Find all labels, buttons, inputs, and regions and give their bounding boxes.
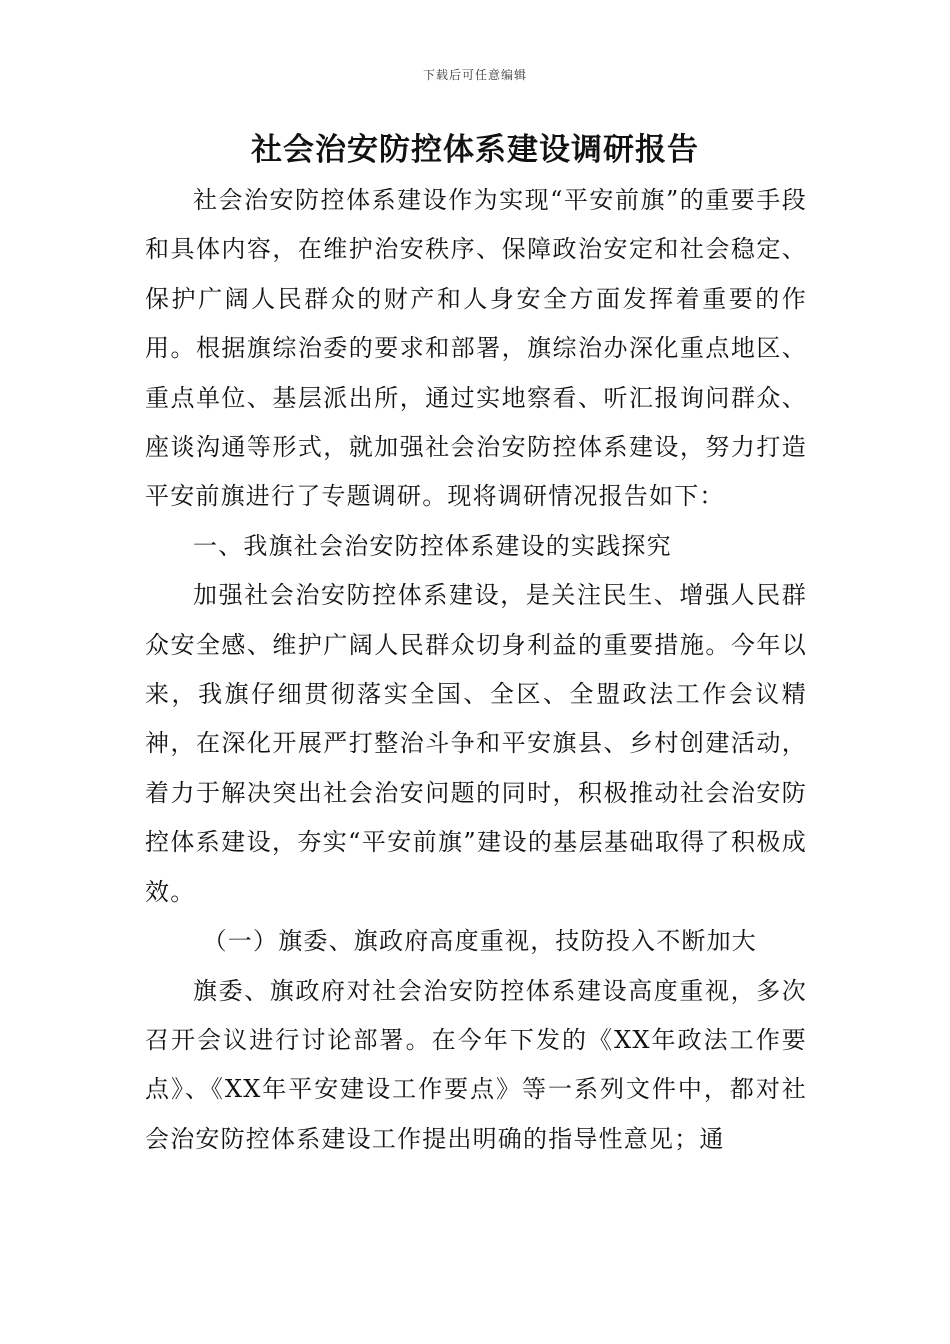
section-heading-1: 一、我旗社会治安防控体系建设的实践探究: [193, 531, 672, 560]
subsection-heading-1: （一）旗委、旗政府高度重视，技防投入不断加大: [202, 927, 757, 956]
document-body: [145, 176, 807, 1164]
paragraph-leadership: 旗委、旗政府对社会治安防控体系建设高度重视，多次召开会议进行讨论部署。在今年下发的《XX年政法工作要点》、《XX年平安建设工作要点》等一系列文件中，都对社会治安防控体系建设工作提出明确的指导性意见；通: [145, 976, 807, 1153]
header-note: 下载后可任意编辑: [422, 68, 527, 82]
paragraph-practice: 加强社会治安防控体系建设，是关注民生、增强人民群众安全感、维护广阔人民群众切身利益的重要措施。今年以来，我旗仔细贯彻落实全国、全区、全盟政法工作会议精神，在深化开展严打整治斗争和平安旗县、乡村创建活动，着力于解决突出社会治安问题的同时，积极推动社会治安防控体系建设，夯实“平安前旗”建设的基层基础取得了积极成效。: [145, 581, 807, 906]
document-title: 社会治安防控体系建设调研报告: [251, 132, 699, 168]
paragraph-intro: 社会治安防控体系建设作为实现“平安前旗”的重要手段和具体内容，在维护治安秩序、保障政治安定和社会稳定、保护广阔人民群众的财产和人身安全方面发挥着重要的作用。根据旗综治委的要求和部署，旗综治办深化重点地区、重点单位、基层派出所，通过实地察看、听汇报询问群众、座谈沟通等形式，就加强社会治安防控体系建设，努力打造平安前旗进行了专题调研。现将调研情况报告如下：: [145, 186, 807, 511]
